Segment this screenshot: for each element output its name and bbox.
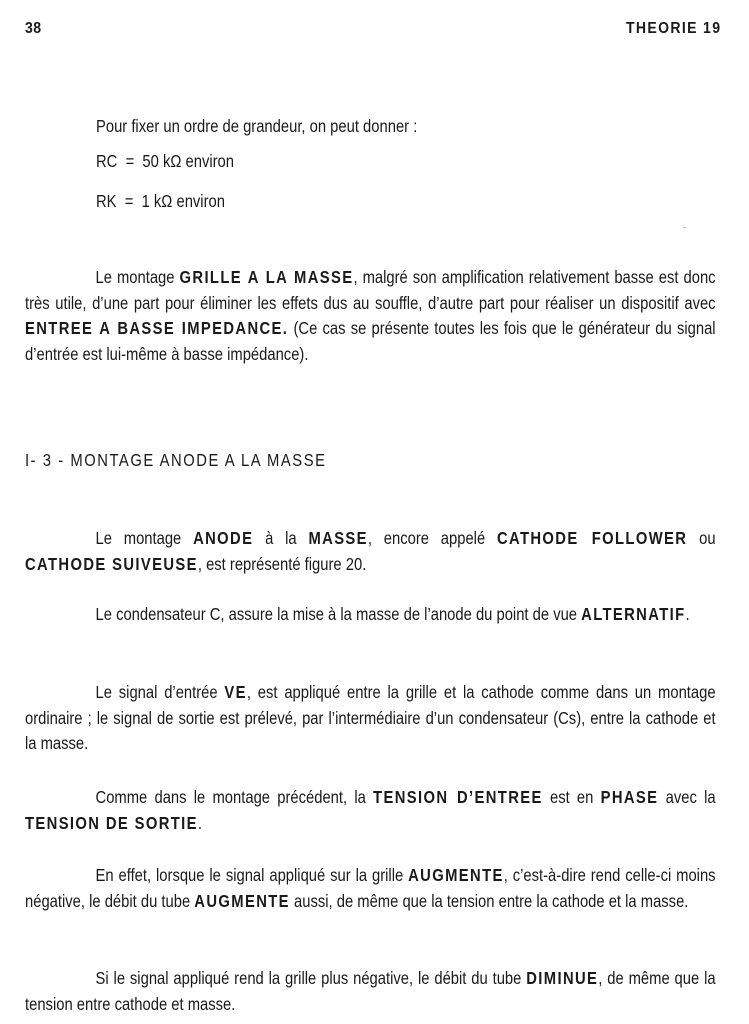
text: Le montage xyxy=(95,528,194,548)
intro-lead: Pour fixer un ordre de grandeur, on peut donner : xyxy=(96,116,418,136)
text: , est représenté figure 20. xyxy=(197,553,367,574)
emphasis: CATHODE SUIVEUSE xyxy=(25,553,198,574)
text: . xyxy=(197,812,202,833)
emphasis: AUGMENTE xyxy=(194,890,290,911)
text: , malgré son amplification relativement basse est donc très utile, d’une part pour éliminer les effets dus au souffle, d’autre part pour réaliser un dispositif avec xyxy=(25,267,716,313)
page-number: 38 xyxy=(25,20,42,37)
text: En effet, lorsque le signal appliqué sur la grille xyxy=(95,865,409,885)
emphasis: CATHODE FOLLOWER xyxy=(496,528,688,548)
paragraph-augmente xyxy=(25,863,716,914)
text: (Ce cas se présente toutes les fois que le générateur du signal d’entrée est lui-même à basse impédance). xyxy=(25,318,716,364)
text: . xyxy=(685,604,690,624)
scan-speck xyxy=(683,227,686,228)
emphasis: ALTERNATIF xyxy=(581,604,686,624)
running-title: THEORIE 19 xyxy=(625,20,721,37)
text: , encore appelé xyxy=(367,528,497,548)
emphasis: TENSION D’ENTREE xyxy=(373,787,543,807)
paragraph-condensateur xyxy=(25,602,716,628)
text: Si le signal appliqué rend la grille plus négative, le débit du tube xyxy=(95,968,527,988)
text: ou xyxy=(687,528,716,548)
text: , de même que la tension entre cathode et masse. xyxy=(25,968,716,1014)
text: Le signal d’entrée xyxy=(95,682,225,702)
equation-rc: RC = 50 kΩ environ xyxy=(96,151,234,171)
text: Le condensateur C, assure la mise à la masse de l’anode du point de vue xyxy=(95,604,582,624)
text: avec la xyxy=(658,787,716,807)
text: à la xyxy=(253,528,309,548)
paragraph-phase xyxy=(25,785,716,836)
emphasis: AUGMENTE xyxy=(408,865,504,885)
emphasis: ENTREE A BASSE IMPEDANCE. xyxy=(25,318,289,339)
text: Le montage xyxy=(95,267,180,287)
text: , est appliqué entre la grille et la cathode comme dans un montage ordinaire ; le signal de sortie est prélevé, par l’intermédiaire d’un condensateur (Cs), entre la cathode et la masse. xyxy=(25,682,716,754)
emphasis: VE xyxy=(224,682,247,702)
emphasis: DIMINUE xyxy=(526,968,599,988)
text: est en xyxy=(542,787,601,807)
paragraph-diminue xyxy=(25,966,716,1017)
text: , c’est-à-dire rend celle-ci moins négative, le débit du tube xyxy=(25,865,716,911)
text: Comme dans le montage précédent, la xyxy=(95,787,374,807)
emphasis: PHASE xyxy=(600,787,659,807)
paragraph-signal-entree xyxy=(25,680,716,757)
emphasis: GRILLE A LA MASSE xyxy=(179,267,354,287)
section-heading: I- 3 - MONTAGE ANODE A LA MASSE xyxy=(25,450,327,470)
emphasis: TENSION DE SORTIE xyxy=(25,812,198,833)
paragraph-grille-masse xyxy=(25,265,716,367)
emphasis: ANODE xyxy=(193,528,254,548)
paragraph-anode-masse xyxy=(25,526,716,577)
emphasis: MASSE xyxy=(308,528,368,548)
equation-rk: RK = 1 kΩ environ xyxy=(96,191,225,211)
text: aussi, de même que la tension entre la cathode et la masse. xyxy=(289,890,689,911)
